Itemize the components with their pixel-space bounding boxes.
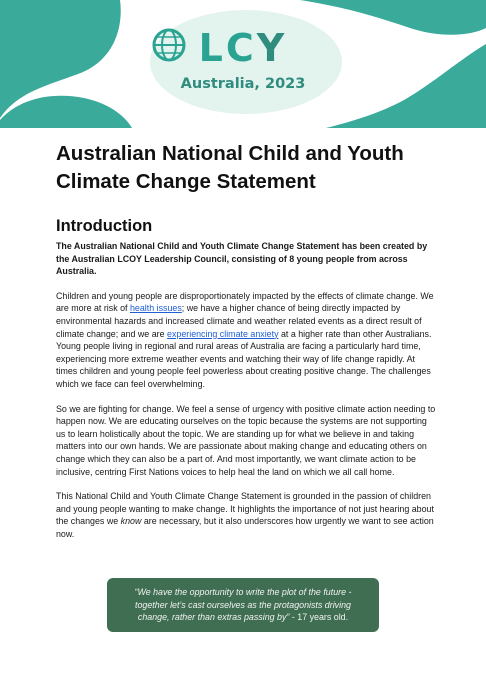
paragraph-3-text-a: This National Child and Youth Climate Change Statement is grounded in the passion of children and young people wanting to make change. It highlights the importance of not just hearing about the changes we — [56, 491, 434, 527]
paragraph-1 — [56, 290, 436, 391]
document-body — [56, 140, 436, 540]
section-heading: Introduction — [56, 217, 153, 235]
left-bottom-wave — [0, 96, 132, 128]
logo-letters-lc: LC — [198, 26, 257, 70]
lead-paragraph: The Australian National Child and Youth Climate Change Statement has been created by the Australian LCOY Leadership Council, consisting of 8 young people from across Australia. — [56, 241, 428, 277]
quote-text: “We have the opportunity to write the plot of the future - together let’s cast ourselves as the protagonists driving change, rather than extras passing by” — [134, 587, 352, 623]
logo-letter-y: Y — [256, 26, 288, 70]
paragraph-2: So we are fighting for change. We feel a sense of urgency with positive climate action needing to happen now. We are educating ourselves on the topic because the systems are not supporting us to learn holistically about the topic. We are standing up for what we believe in and taking matters into our own hands. We are passionate about making change and educating others on change which they can also be a part of. And most importantly, we want climate action to be inclusive, centring First Nations voices to help heal the land on which we all call home. — [56, 403, 436, 477]
paragraph-3-text-b: are necessary, but it also underscores how urgently we want to see action now. — [56, 516, 434, 539]
paragraph-3 — [56, 490, 436, 540]
document-title: Australian National Child and Youth Climate Change Statement — [56, 142, 404, 193]
paragraph-1-text-c: at a higher rate than other Australians. Young people living in regional and rural areas of Australia are facing a particularly hard time, experiencing more extreme weather events and watching their way of life change rapidly. At times children and young people feel powerless about creating positive change. The challenges which we face can feel overwhelming. — [56, 328, 432, 389]
paragraph-1-text-b: ; we have a higher chance of being directly impacted by environmental hazards and increased climate and weather related events as a direct result of climate change; and we are — [56, 303, 422, 339]
header-banner — [0, 0, 486, 128]
lcoy-logo — [150, 8, 336, 116]
quote-box — [107, 578, 379, 632]
logo-subtitle: Australia, 2023 — [180, 76, 306, 92]
health-issues-link[interactable]: health issues — [129, 303, 182, 314]
paragraph-3-emphasis: know — [120, 516, 142, 527]
paragraph-1-text-a: Children and young people are disproportionately impacted by the effects of climate change. We are more at risk of — [56, 290, 434, 314]
logo-wordmark — [150, 28, 336, 68]
quote-author: - 17 years old. — [289, 612, 349, 623]
globe-icon — [152, 28, 186, 62]
right-bottom-wave — [326, 44, 486, 128]
climate-anxiety-link[interactable]: experiencing climate anxiety — [167, 328, 279, 339]
